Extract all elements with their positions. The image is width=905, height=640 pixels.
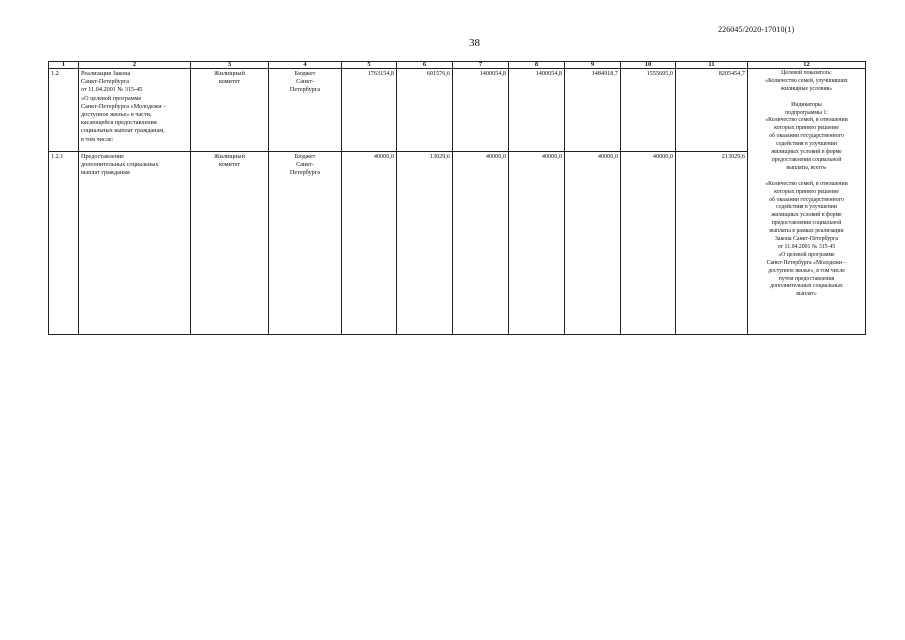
value-cell: 40000,0 [453,152,509,335]
value-cell: 13029,6 [397,152,453,335]
value-cell: 40000,0 [509,152,565,335]
total-cell: 213029,6 [676,152,748,335]
program-table [48,61,866,335]
column-number-row [49,62,866,69]
col-header: 6 [397,62,453,69]
col-header: 12 [748,62,866,69]
col-header: 10 [621,62,676,69]
col-header: 11 [676,62,748,69]
row-number: 1.2.1 [49,152,79,335]
measure-name: Реализация Закона Санкт-Петербурга от 11.04.2001 № 315-45 «О целевой программе Санкт-Петербурга «Молодежи – доступное жилье» в части, касающейся предоставления социальных выплат гражданам, в том числе: [79,69,191,152]
col-header: 1 [49,62,79,69]
measure-name: Предоставление дополнительных социальных выплат гражданам [79,152,191,335]
document-number: 226045/2020-17010(1) [718,25,795,34]
col-header: 2 [79,62,191,69]
page-number: 38 [469,37,480,49]
col-header: 9 [565,62,621,69]
funding-source: Бюджет Санкт- Петербурга [269,152,342,335]
indicator-cell: Целевой показатель: «Количество семей, улучшивших жилищные условия» Индикаторы подпрограммы 1: «Количество семей, в отношении которых принято решение об оказании государственного содействия в улучшении жилищных условий в форме предоставления социальной выплаты, всего» «Количество семей, в отношении которых принято решение об оказании государственного содействия в улучшении жилищных условий в форме предоставления социальной выплаты в рамках реализации Закона Санкт-Петербурга от 11.04.2001 № 315-45 «О целевой программе Санкт-Петербурга «Молодежи – доступное жилье», в том числе путем предоставления дополнительных социальных выплат» [748,69,866,335]
value-cell: 1400054,8 [509,69,565,152]
value-cell: 40000,0 [621,152,676,335]
value-cell: 40000,0 [342,152,397,335]
table-row [49,69,866,152]
col-header: 3 [191,62,269,69]
row-number: 1.2 [49,69,79,152]
value-cell: 1555695,0 [621,69,676,152]
executor: Жилищный комитет [191,69,269,152]
col-header: 5 [342,62,397,69]
col-header: 4 [269,62,342,69]
col-header: 8 [509,62,565,69]
value-cell: 1763154,8 [342,69,397,152]
value-cell: 601576,6 [397,69,453,152]
value-cell: 40000,0 [565,152,621,335]
executor: Жилищный комитет [191,152,269,335]
value-cell: 1484918,7 [565,69,621,152]
funding-source: Бюджет Санкт- Петербурга [269,69,342,152]
value-cell: 1400054,8 [453,69,509,152]
table-row [49,152,866,335]
col-header: 7 [453,62,509,69]
total-cell: 8205454,7 [676,69,748,152]
